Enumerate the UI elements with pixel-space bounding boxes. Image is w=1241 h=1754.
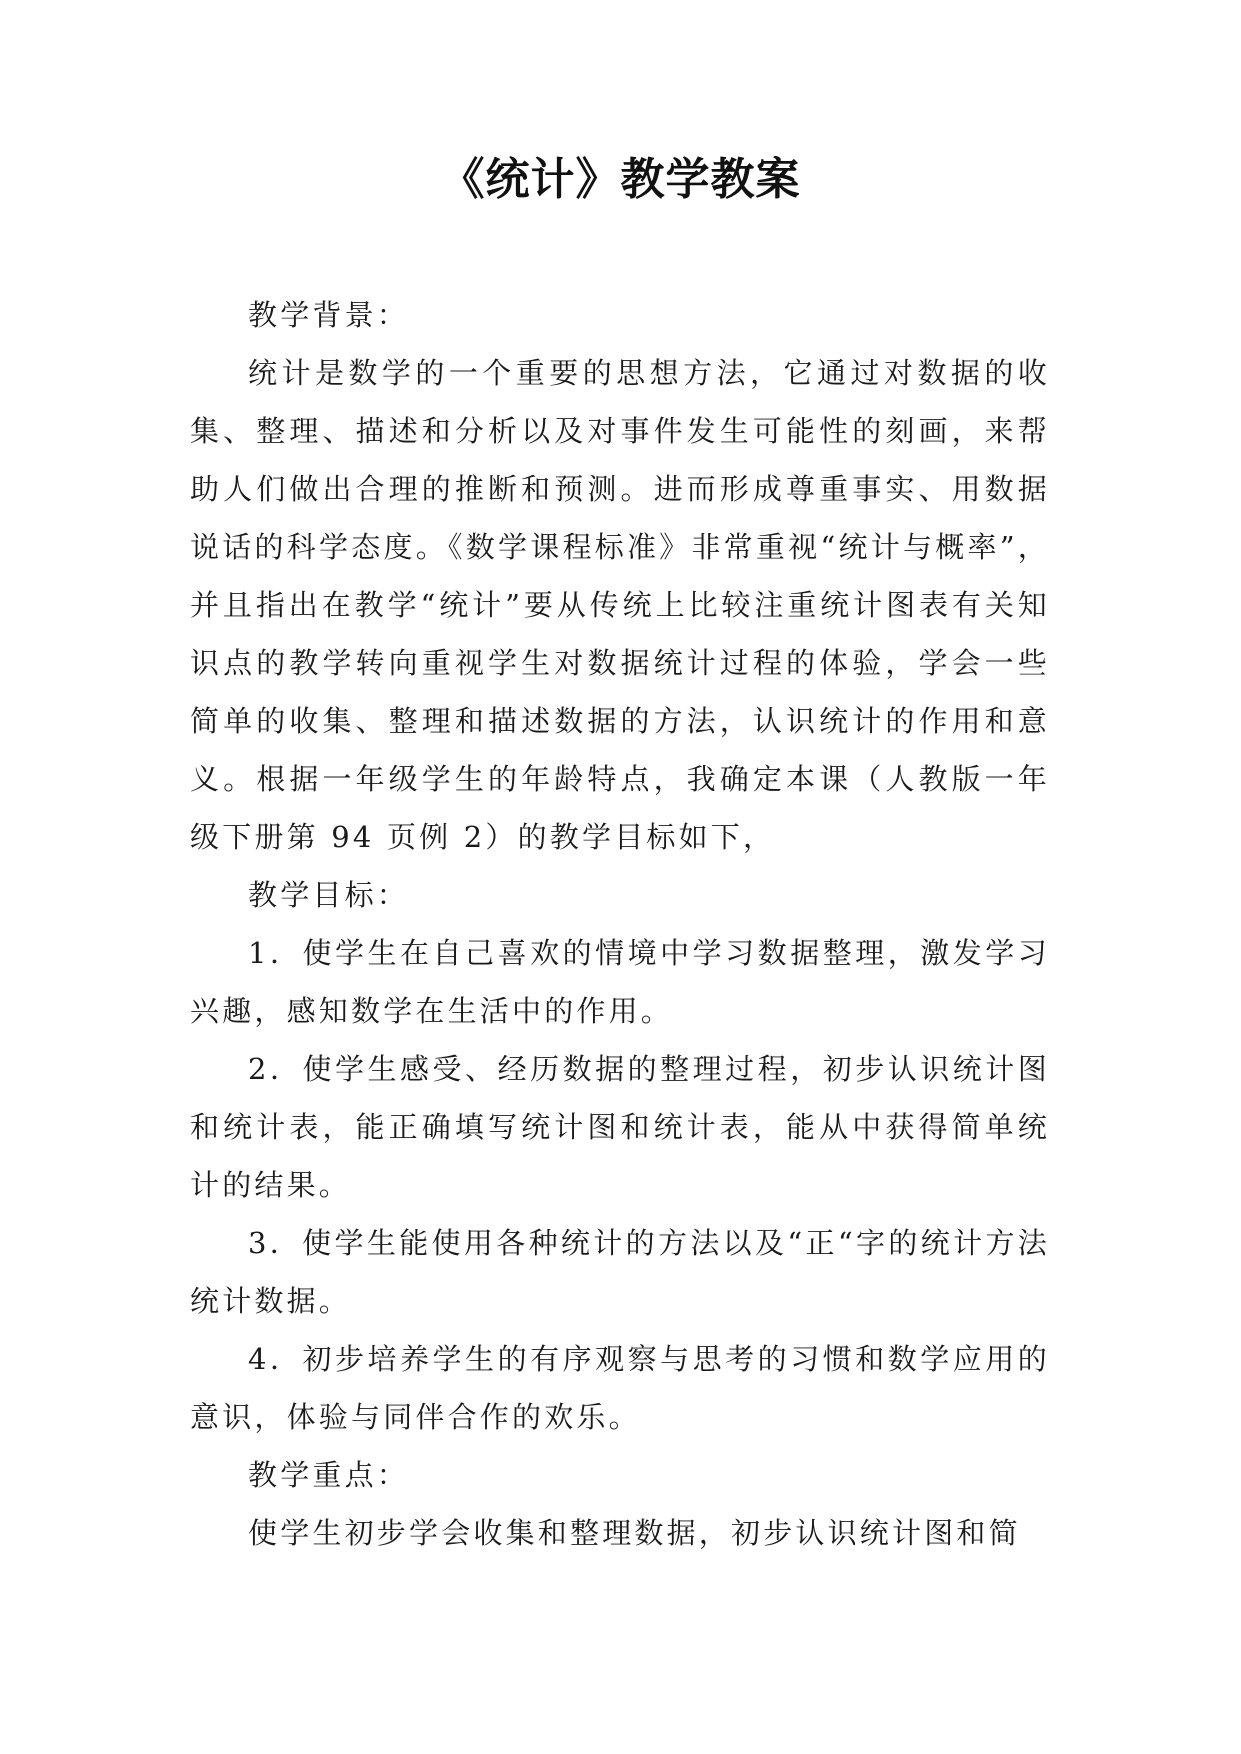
objective-3: 3．使学生能使用各种统计的方法以及“正“字的统计方法统计数据。	[190, 1226, 1050, 1318]
heading-key-points: 教学重点：	[248, 1458, 410, 1492]
paragraph-background: 统计是数学的一个重要的思想方法，它通过对数据的收集、整理、描述和分析以及对事件发生可能性的刻画，来帮助人们做出合理的推断和预测。进而形成尊重事实、用数据说话的科学态度。《数学课程标准》非常重视“统计与概率”，并且指出在教学“统计”要从传统上比较注重统计图表有关知识点的教学转向重视学生对数据统计过程的体验，学会一些简单的收集、整理和描述数据的方法，认识统计的作用和意义。根据一年级学生的年龄特点，我确定本课（人教版一年级下册第 94 页例 2）的教学目标如下，	[190, 356, 1050, 854]
heading-background: 教学背景：	[248, 298, 410, 332]
paragraph-key-points: 使学生初步学会收集和整理数据，初步认识统计图和简	[248, 1516, 1021, 1550]
objective-4: 4．初步培养学生的有序观察与思考的习惯和数学应用的意识，体验与同伴合作的欢乐。	[190, 1342, 1050, 1434]
objective-1: 1．使学生在自己喜欢的情境中学习数据整理，激发学习兴趣，感知数学在生活中的作用。	[190, 936, 1050, 1028]
document-title: 《统计》教学教案	[440, 154, 801, 205]
document-body	[190, 286, 1050, 1562]
heading-objectives: 教学目标：	[248, 878, 410, 912]
objective-2: 2．使学生感受、经历数据的整理过程，初步认识统计图和统计表，能正确填写统计图和统计表，能从中获得简单统计的结果。	[190, 1052, 1050, 1202]
